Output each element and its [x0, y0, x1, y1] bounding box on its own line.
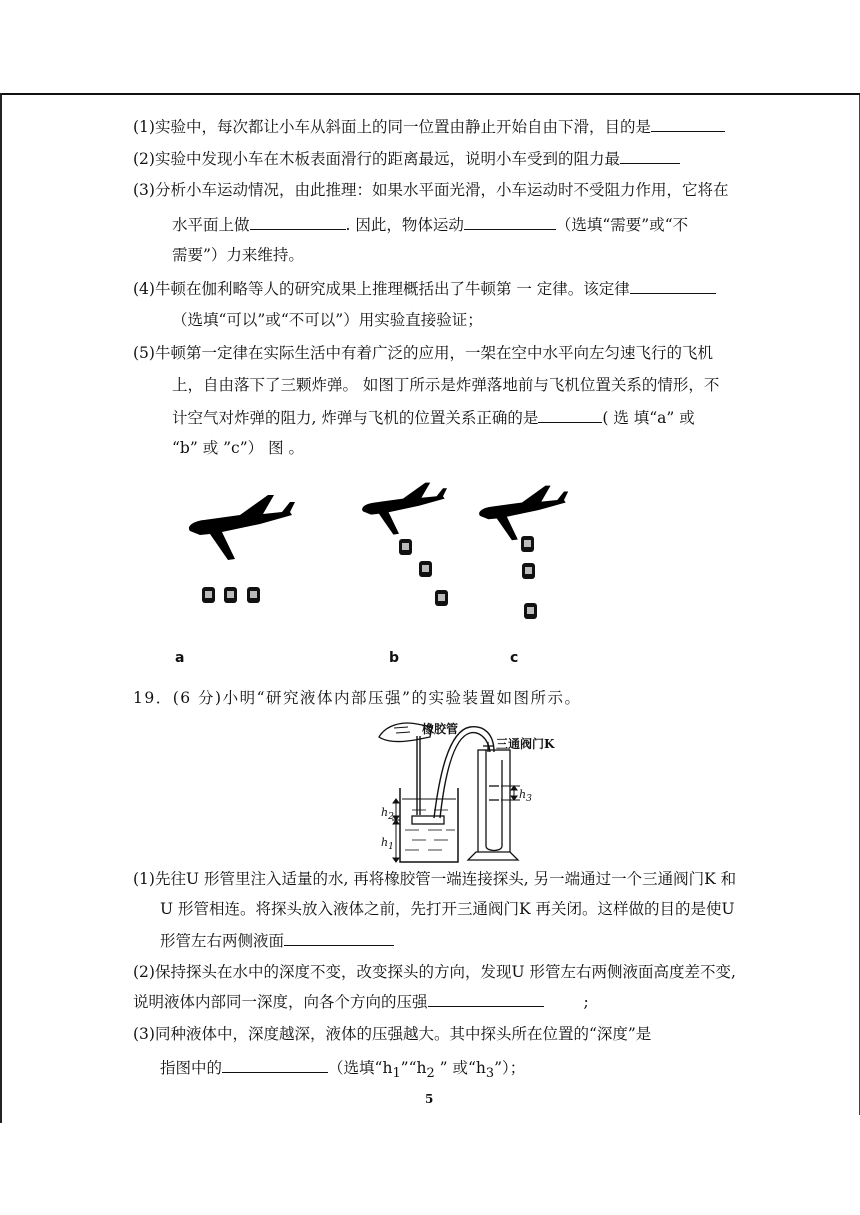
answer-blank[interactable] — [222, 1058, 328, 1073]
q18-part5-line3: 计空气对炸弹的阻力, 炸弹与飞机的位置关系正确的是 ( 选 填“a” 或 — [172, 409, 695, 427]
q18-part5-line2: 上，自由落下了三颗炸弹。 如图丁所示是炸弹落地前与飞机位置关系的情形，不 — [172, 376, 720, 394]
q18-part4-line1: (4)牛顿在伽利略等人的研究成果上推理概括出了牛顿第 一 定律。该定律 — [133, 279, 716, 299]
probe-head — [412, 816, 444, 824]
fig-label-valve: 三通阀门K — [496, 737, 555, 751]
q19-title: 19．(6 分)小明“研究液体内部压强”的实验装置如图所示。 — [133, 689, 582, 707]
page-number: 5 — [425, 1092, 434, 1106]
stand-base — [468, 852, 518, 860]
q18-part3-line3: 需要”）力来维持。 — [172, 246, 304, 264]
q19-part1-line3: 形管左右两侧液面 — [160, 931, 394, 951]
fig-label-h3: $h_3$ — [519, 788, 532, 805]
q19-part1-line2: U 形管相连。将探头放入液体之前，先打开三通阀门K 再关闭。这样做的目的是使U — [160, 900, 735, 918]
fig-label-h1: $h_1$ — [381, 836, 394, 853]
q18-part3-line2: 水平面上做 . 因此，物体运动 （选填“需要”或“不 — [172, 216, 689, 234]
figure-label-a: a — [175, 650, 185, 666]
fig-label-h2: $h_2$ — [381, 806, 394, 823]
q19-part2-line2: 说明液体内部同一深度，向各个方向的压强 ; — [133, 993, 589, 1011]
q18-part5-line4: “b” 或 ”c”） 图 。 — [172, 439, 305, 457]
answer-blank[interactable] — [284, 931, 394, 946]
q18-part3-line1: (3)分析小车运动情况，由此推理：如果水平面光滑，小车运动时不受阻力作用，它将在 — [133, 181, 729, 199]
u-tube — [478, 750, 510, 855]
fig-label-rubber-tube: 橡胶管 — [422, 722, 459, 736]
q18-part2: (2)实验中发现小车在木板表面滑行的距离最远，说明小车受到的阻力最 — [133, 149, 680, 169]
rubber-tube — [440, 733, 490, 818]
figure-label-b: b — [389, 650, 400, 666]
q19-part1-line1: (1)先往U 形管里注入适量的水, 再将橡胶管一端连接探头, 另一端通过一个三通阀门K 和 — [133, 870, 737, 888]
answer-blank[interactable] — [428, 992, 544, 1007]
q19-part3-line2: 指图中的 （选填“$h_1”“h_2$ ” 或“$h_3$”）； — [160, 1059, 526, 1082]
q18-part1: (1)实验中，每次都让小车从斜面上的同一位置由静止开始自由下滑，目的是 — [133, 117, 725, 137]
q19-part2-line1: (2)保持探头在水中的深度不变，改变探头的方向，发现U 形管左右两侧液面高度差不变, — [133, 963, 736, 981]
q19-part3-line1: (3)同种液体中，深度越深，液体的压强越大。其中探头所在位置的“深度”是 — [133, 1025, 652, 1043]
q18-part5-line1: (5)牛顿第一定律在实际生活中有着广泛的应用，一架在空中水平向左匀速飞行的飞机 — [133, 344, 713, 362]
figure-label-c: c — [510, 650, 519, 666]
q18-part4-line2: （选填“可以”或“不可以”）用实验直接验证； — [172, 311, 483, 329]
